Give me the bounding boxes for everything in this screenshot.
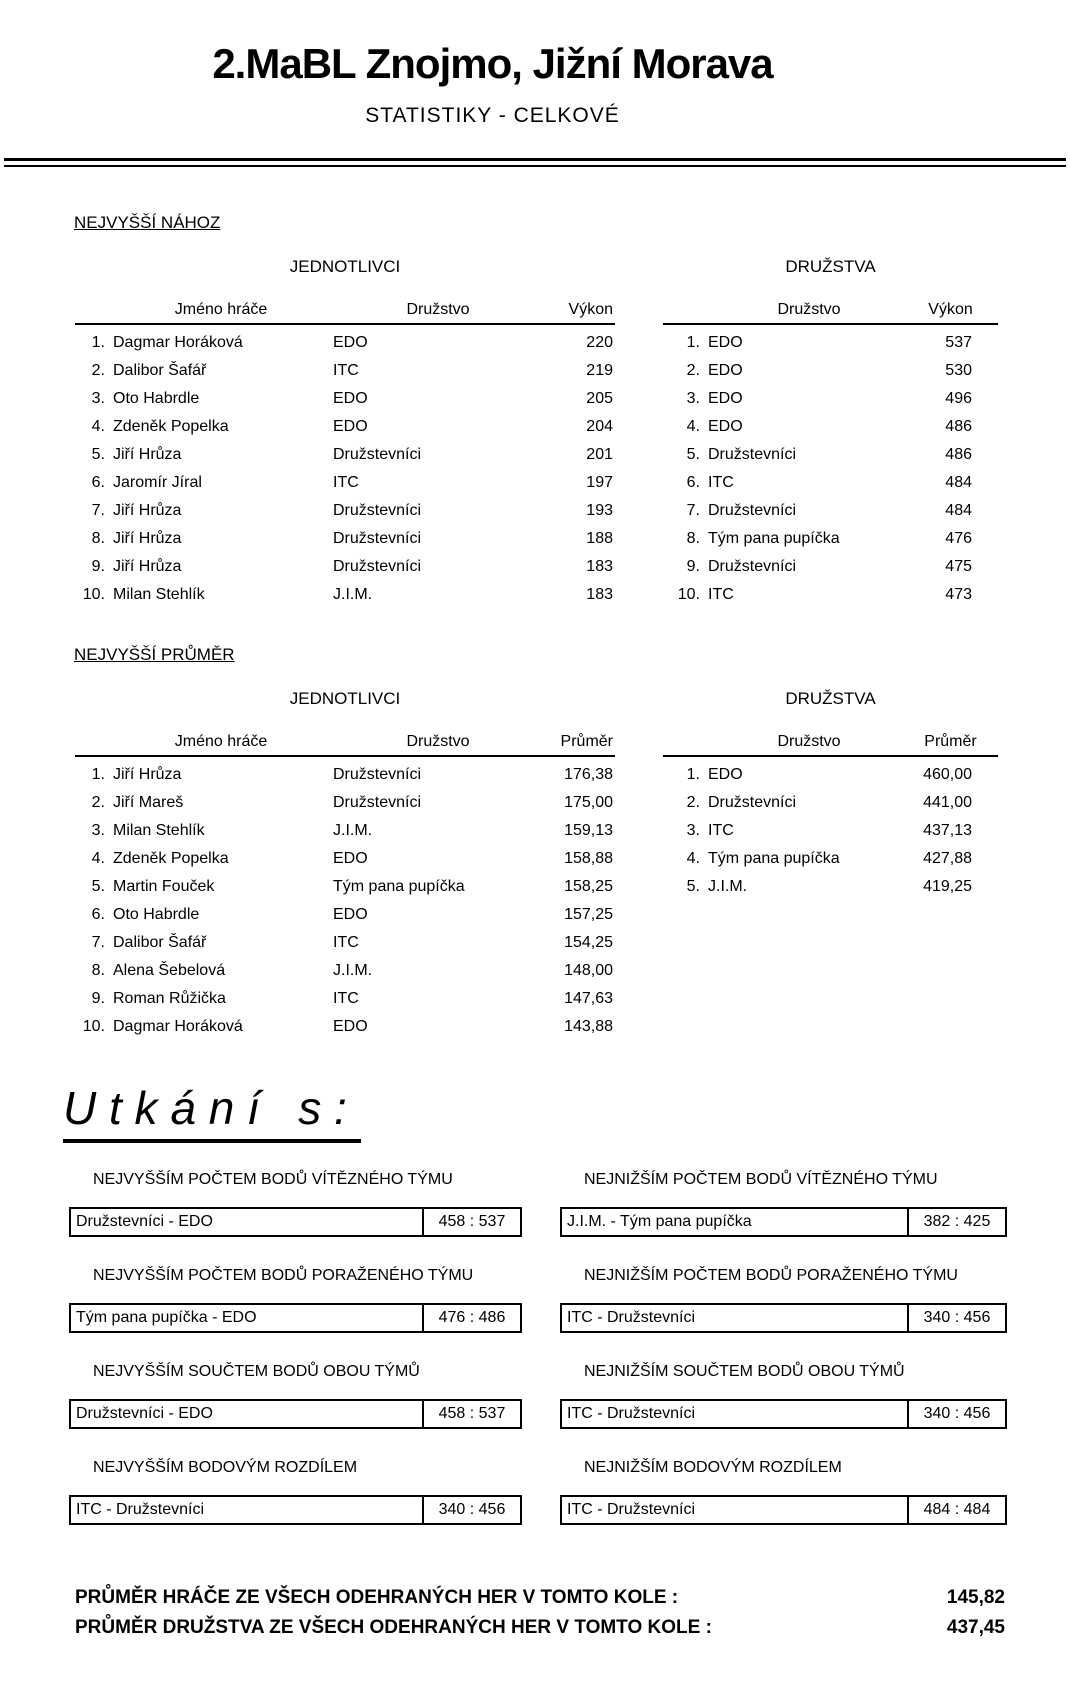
rank: 8. xyxy=(686,530,700,547)
match-teams: ITC - Družstevníci xyxy=(567,1501,696,1518)
average-value: 143,88 xyxy=(564,1018,613,1035)
table-row xyxy=(663,553,998,581)
rank: 2. xyxy=(686,794,700,811)
team-name: Tým pana pupíčka xyxy=(333,878,465,895)
match-stat-box xyxy=(69,1207,522,1237)
average-value: 441,00 xyxy=(923,794,972,811)
rank: 1. xyxy=(91,766,105,783)
player-name: Dalibor Šafář xyxy=(113,934,207,951)
score-value: 205 xyxy=(586,390,613,407)
team-name: J.I.M. xyxy=(708,878,748,895)
team-name: EDO xyxy=(708,334,743,351)
summary-value: 437,45 xyxy=(946,1617,1005,1638)
table-row xyxy=(663,329,998,357)
col-header-average: Průměr xyxy=(560,733,613,750)
player-name: Zdeněk Popelka xyxy=(113,418,229,435)
col-header-player-name: Jméno hráče xyxy=(174,301,268,318)
team-name: Družstevníci xyxy=(708,558,797,575)
team-name: ITC xyxy=(708,474,734,491)
score-value: 201 xyxy=(586,446,613,463)
rank: 1. xyxy=(686,766,700,783)
match-teams: J.I.M. - Tým pana pupíčka xyxy=(567,1213,752,1230)
team-name: EDO xyxy=(333,418,368,435)
score-value: 197 xyxy=(586,474,613,491)
table-row xyxy=(75,817,615,845)
team-name: EDO xyxy=(333,390,368,407)
match-teams: Družstevníci - EDO xyxy=(76,1213,213,1230)
rank: 9. xyxy=(91,990,105,1007)
table-title-individuals: JEDNOTLIVCI xyxy=(289,689,401,708)
match-stat-cell xyxy=(560,1459,1007,1525)
rank: 3. xyxy=(686,822,700,839)
table-row xyxy=(663,581,998,609)
summary-line xyxy=(75,1583,1005,1613)
player-name: Dagmar Horáková xyxy=(113,1018,243,1035)
match-stat-label: NEJNIŽŠÍM SOUČTEM BODŮ OBOU TÝMŮ xyxy=(584,1363,905,1380)
rank: 7. xyxy=(91,502,105,519)
summary-label: PRŮMĚR DRUŽSTVA ZE VŠECH ODEHRANÝCH HER V TOMTO KOLE : xyxy=(75,1617,712,1638)
table-row xyxy=(75,985,615,1013)
average-value: 158,25 xyxy=(564,878,613,895)
rank: 10. xyxy=(82,1018,105,1035)
average-value: 427,88 xyxy=(923,850,972,867)
match-stat-cell xyxy=(69,1171,522,1237)
table-header-row xyxy=(663,733,998,757)
score-value: 220 xyxy=(586,334,613,351)
summary-label: PRŮMĚR HRÁČE ZE VŠECH ODEHRANÝCH HER V TOMTO KOLE : xyxy=(75,1587,679,1608)
rank: 4. xyxy=(91,418,105,435)
match-stat-box xyxy=(560,1207,1007,1237)
match-stat-box xyxy=(69,1495,522,1525)
average-value: 157,25 xyxy=(564,906,613,923)
rank: 1. xyxy=(686,334,700,351)
match-score: 340 : 456 xyxy=(422,1495,522,1525)
col-header-team: Družstvo xyxy=(406,733,470,750)
average-value: 154,25 xyxy=(564,934,613,951)
col-header-average: Průměr xyxy=(924,733,977,750)
rank: 7. xyxy=(686,502,700,519)
summary-value: 145,82 xyxy=(946,1587,1005,1608)
score-value: 183 xyxy=(586,558,613,575)
team-name: Družstevníci xyxy=(708,502,797,519)
match-score: 484 : 484 xyxy=(907,1495,1007,1525)
table-row xyxy=(75,901,615,929)
player-name: Milan Stehlík xyxy=(113,586,205,603)
summary-line xyxy=(75,1613,1005,1643)
table-row xyxy=(75,497,615,525)
match-stat-box xyxy=(560,1495,1007,1525)
score-value: 486 xyxy=(945,418,972,435)
table-header-row xyxy=(75,301,615,325)
rank: 9. xyxy=(91,558,105,575)
team-name: EDO xyxy=(708,766,743,783)
score-value: 219 xyxy=(586,362,613,379)
average-value: 159,13 xyxy=(564,822,613,839)
table-row xyxy=(75,413,615,441)
table-row xyxy=(75,873,615,901)
match-stat-box xyxy=(69,1303,522,1333)
team-name: J.I.M. xyxy=(333,962,373,979)
highest-average-teams-table xyxy=(663,689,998,901)
match-teams: ITC - Družstevníci xyxy=(567,1405,696,1422)
team-name: EDO xyxy=(333,334,368,351)
score-value: 204 xyxy=(586,418,613,435)
player-name: Jiří Hrůza xyxy=(113,530,182,547)
player-name: Alena Šebelová xyxy=(113,962,226,979)
average-value: 158,88 xyxy=(564,850,613,867)
highest-average-individuals-table xyxy=(75,689,615,1041)
table-row xyxy=(75,929,615,957)
table-row xyxy=(75,581,615,609)
page-title: 2.MaBL Znojmo, Jižní Morava xyxy=(212,40,773,87)
match-stat-box xyxy=(69,1399,522,1429)
player-name: Jiří Mareš xyxy=(113,794,184,811)
match-stat-label: NEJNIŽŠÍM POČTEM BODŮ VÍTĚZNÉHO TÝMU xyxy=(584,1171,938,1188)
table-row xyxy=(663,385,998,413)
player-name: Jiří Hrůza xyxy=(113,446,182,463)
team-name: J.I.M. xyxy=(333,586,373,603)
team-name: Družstevníci xyxy=(333,502,422,519)
rank: 5. xyxy=(91,878,105,895)
table-row xyxy=(75,469,615,497)
table-row xyxy=(75,357,615,385)
match-score: 476 : 486 xyxy=(422,1303,522,1333)
average-value: 176,38 xyxy=(564,766,613,783)
table-row xyxy=(75,441,615,469)
rank: 4. xyxy=(686,418,700,435)
table-row xyxy=(663,873,998,901)
match-score: 458 : 537 xyxy=(422,1399,522,1429)
average-value: 147,63 xyxy=(564,990,613,1007)
col-header-team: Družstvo xyxy=(777,733,841,750)
average-value: 175,00 xyxy=(564,794,613,811)
team-name: ITC xyxy=(333,474,359,491)
rank: 2. xyxy=(91,362,105,379)
rank: 5. xyxy=(91,446,105,463)
table-title-individuals: JEDNOTLIVCI xyxy=(289,257,401,276)
match-stat-cell xyxy=(560,1267,1007,1333)
player-name: Roman Růžička xyxy=(113,990,226,1007)
score-value: 484 xyxy=(945,502,972,519)
score-value: 530 xyxy=(945,362,972,379)
score-value: 484 xyxy=(945,474,972,491)
match-score: 458 : 537 xyxy=(422,1207,522,1237)
team-name: ITC xyxy=(333,990,359,1007)
match-stat-cell xyxy=(560,1363,1007,1429)
header-divider xyxy=(4,158,1066,167)
match-stat-cell xyxy=(69,1267,522,1333)
table-row xyxy=(75,525,615,553)
table-row xyxy=(663,497,998,525)
score-value: 537 xyxy=(945,334,972,351)
team-name: Tým pana pupíčka xyxy=(708,530,840,547)
col-header-team: Družstvo xyxy=(777,301,841,318)
player-name: Milan Stehlík xyxy=(113,822,205,839)
table-row xyxy=(75,385,615,413)
team-name: ITC xyxy=(708,822,734,839)
rank: 3. xyxy=(91,390,105,407)
rank: 6. xyxy=(686,474,700,491)
player-name: Dalibor Šafář xyxy=(113,362,207,379)
team-name: Družstevníci xyxy=(333,558,422,575)
summary-footer xyxy=(75,1583,1005,1643)
team-name: ITC xyxy=(708,586,734,603)
match-stat-cell xyxy=(69,1363,522,1429)
rank: 10. xyxy=(82,586,105,603)
team-name: EDO xyxy=(708,390,743,407)
team-name: EDO xyxy=(708,362,743,379)
table-header-row xyxy=(75,733,615,757)
col-header-player-name: Jméno hráče xyxy=(174,733,268,750)
table-row xyxy=(663,525,998,553)
rank: 9. xyxy=(686,558,700,575)
page-subtitle: STATISTIKY - CELKOVÉ xyxy=(365,104,620,127)
team-name: Družstevníci xyxy=(708,794,797,811)
section-heading-highest-game: NEJVYŠŠÍ NÁHOZ xyxy=(74,213,221,232)
match-score: 340 : 456 xyxy=(907,1399,1007,1429)
highest-game-tables xyxy=(75,257,1070,609)
table-row xyxy=(75,957,615,985)
col-header-score: Výkon xyxy=(928,301,973,318)
section-heading-matches-with: U t k á n í s : xyxy=(63,1081,361,1143)
rank: 4. xyxy=(91,850,105,867)
team-name: Družstevníci xyxy=(333,446,422,463)
match-stat-label: NEJVYŠŠÍM BODOVÝM ROZDÍLEM xyxy=(93,1459,358,1476)
player-name: Jiří Hrůza xyxy=(113,766,182,783)
rank: 8. xyxy=(91,530,105,547)
rank: 2. xyxy=(91,794,105,811)
table-row xyxy=(663,789,998,817)
rank: 5. xyxy=(686,878,700,895)
team-name: EDO xyxy=(333,1018,368,1035)
match-stat-box xyxy=(560,1399,1007,1429)
highest-average-tables xyxy=(75,689,1070,1041)
rank: 7. xyxy=(91,934,105,951)
table-title-teams: DRUŽSTVA xyxy=(785,689,876,708)
average-value: 460,00 xyxy=(923,766,972,783)
rank: 8. xyxy=(91,962,105,979)
score-value: 188 xyxy=(586,530,613,547)
match-stat-label: NEJVYŠŠÍM SOUČTEM BODŮ OBOU TÝMŮ xyxy=(93,1363,420,1380)
rank: 4. xyxy=(686,850,700,867)
match-stat-box xyxy=(560,1303,1007,1333)
match-stat-cell xyxy=(560,1171,1007,1237)
rank: 10. xyxy=(677,586,700,603)
table-row xyxy=(663,469,998,497)
table-row xyxy=(75,789,615,817)
score-value: 475 xyxy=(945,558,972,575)
match-teams: ITC - Družstevníci xyxy=(567,1309,696,1326)
table-row xyxy=(75,553,615,581)
table-row xyxy=(663,413,998,441)
table-row xyxy=(75,761,615,789)
team-name: Družstevníci xyxy=(333,766,422,783)
rank: 1. xyxy=(91,334,105,351)
team-name: ITC xyxy=(333,362,359,379)
col-header-team: Družstvo xyxy=(406,301,470,318)
match-score: 340 : 456 xyxy=(907,1303,1007,1333)
team-name: Tým pana pupíčka xyxy=(708,850,840,867)
table-row xyxy=(663,357,998,385)
match-stat-label: NEJNIŽŠÍM POČTEM BODŮ PORAŽENÉHO TÝMU xyxy=(584,1267,958,1284)
match-score: 382 : 425 xyxy=(907,1207,1007,1237)
rank: 5. xyxy=(686,446,700,463)
match-teams: Tým pana pupíčka - EDO xyxy=(76,1309,257,1326)
match-teams: ITC - Družstevníci xyxy=(76,1501,205,1518)
average-value: 437,13 xyxy=(923,822,972,839)
table-row xyxy=(663,441,998,469)
table-row xyxy=(663,761,998,789)
highest-game-teams-table xyxy=(663,257,998,609)
match-stat-cell xyxy=(69,1459,522,1525)
team-name: J.I.M. xyxy=(333,822,373,839)
col-header-score: Výkon xyxy=(568,301,613,318)
player-name: Jiří Hrůza xyxy=(113,502,182,519)
table-row xyxy=(663,845,998,873)
team-name: EDO xyxy=(333,850,368,867)
team-name: EDO xyxy=(708,418,743,435)
highest-game-individuals-table xyxy=(75,257,615,609)
rank: 6. xyxy=(91,906,105,923)
team-name: ITC xyxy=(333,934,359,951)
table-row xyxy=(75,1013,615,1041)
player-name: Jaromír Jíral xyxy=(113,474,202,491)
player-name: Martin Fouček xyxy=(113,878,215,895)
score-value: 486 xyxy=(945,446,972,463)
table-row xyxy=(75,845,615,873)
score-value: 193 xyxy=(586,502,613,519)
match-teams: Družstevníci - EDO xyxy=(76,1405,213,1422)
match-stat-label: NEJVYŠŠÍM POČTEM BODŮ PORAŽENÉHO TÝMU xyxy=(93,1267,474,1284)
player-name: Oto Habrdle xyxy=(113,390,200,407)
rank: 3. xyxy=(91,822,105,839)
match-stat-label: NEJVYŠŠÍM POČTEM BODŮ VÍTĚZNÉHO TÝMU xyxy=(93,1171,453,1188)
rank: 3. xyxy=(686,390,700,407)
average-value: 419,25 xyxy=(923,878,972,895)
table-header-row xyxy=(663,301,998,325)
section-heading-highest-average: NEJVYŠŠÍ PRŮMĚR xyxy=(74,645,235,664)
player-name: Dagmar Horáková xyxy=(113,334,243,351)
score-value: 476 xyxy=(945,530,972,547)
match-stat-label: NEJNIŽŠÍM BODOVÝM ROZDÍLEM xyxy=(584,1459,842,1476)
page-header xyxy=(0,0,985,128)
player-name: Jiří Hrůza xyxy=(113,558,182,575)
rank: 2. xyxy=(686,362,700,379)
team-name: Družstevníci xyxy=(333,794,422,811)
score-value: 473 xyxy=(945,586,972,603)
average-value: 148,00 xyxy=(564,962,613,979)
table-title-teams: DRUŽSTVA xyxy=(785,257,876,276)
score-value: 183 xyxy=(586,586,613,603)
team-name: EDO xyxy=(333,906,368,923)
table-row xyxy=(663,817,998,845)
rank: 6. xyxy=(91,474,105,491)
team-name: Družstevníci xyxy=(708,446,797,463)
team-name: Družstevníci xyxy=(333,530,422,547)
player-name: Zdeněk Popelka xyxy=(113,850,229,867)
score-value: 496 xyxy=(945,390,972,407)
table-row xyxy=(75,329,615,357)
player-name: Oto Habrdle xyxy=(113,906,200,923)
